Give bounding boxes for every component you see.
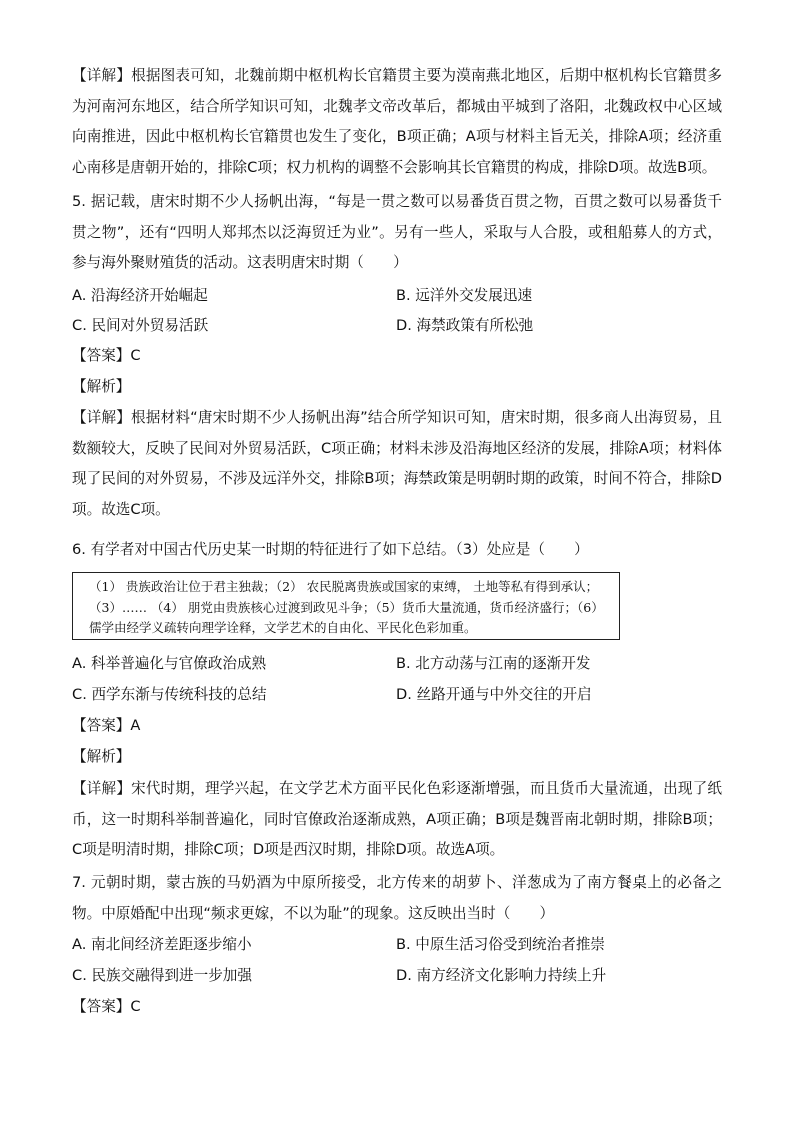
q5-detail-paragraph: 【详解】根据材料“唐宋时期不少人扬帆出海”结合所学知识可知，唐宋时期，很多商人出海贸易，且数额较大，反映了民间对外贸易活跃，C项正确；材料未涉及沿海地区经济的发展，排除A项；材料体现了民间的对外贸易，不涉及远洋外交，排除B项；海禁政策是明朝时期的政策，时间不符合，排除D项。故选C项。 (72, 409, 722, 518)
q6-option-b: B. 北方动荡与江南的逐渐开发 (396, 655, 591, 672)
q5-option-c: C. 民间对外贸易活跃 (72, 317, 209, 334)
q6-option-c: C. 西学东渐与传统科技的总结 (72, 686, 267, 703)
q5-answer: 【答案】C (72, 347, 141, 364)
q4-detail-paragraph: 【详解】根据图表可知，北魏前期中枢机构长官籍贯主要为漠南燕北地区，后期中枢机构长官籍贯多为河南河东地区，结合所学知识可知，北魏孝文帝改革后，都城由平城到了洛阳，北魏政权中心区域向南推进，因此中枢机构长官籍贯也发生了变化，B项正确；A项与材料主旨无关，排除A项；经济重心南移是唐朝开始的，排除C项；权力机构的调整不会影响其长官籍贯的构成，排除D项。故选B项。 (72, 67, 722, 176)
q6-material-line-3: 儒学由经学义疏转向理学诠释，文学艺术的自由化、平民化色彩加重。 (89, 620, 477, 635)
question-7-options-row-1 (72, 930, 722, 960)
q6-detail-paragraph: 【详解】宋代时期，理学兴起，在文学艺术方面平民化色彩逐渐增强，而且货币大量流通，出现了纸币，这一时期科举制普遍化，同时官僚政治逐渐成熟，A项正确；B项是魏晋南北朝时期，排除B项；C项是明清时期，排除C项；D项是西汉时期，排除D项。故选A项。 (72, 780, 722, 859)
q6-material-line-2: （3）…… （4） 朋党由贵族核心过渡到政见斗争；（5）货币大量流通，货币经济盛行；（6） (89, 599, 604, 615)
q6-option-d: D. 丝路开通与中外交往的开启 (396, 686, 592, 703)
question-6-options-row-2 (72, 680, 722, 710)
question-5-stem: 5. 据记载，唐宋时期不少人扬帆出海，“每是一贯之数可以易番货百贯之物，百贯之数可以易番货千贯之物”，还有“四明人郑邦杰以泛海贸迁为业”。另有一些人，采取与人合股，或租船募人的方式，参与海外聚财殖货的活动。这表明唐宋时期（ ） (72, 193, 722, 272)
q7-option-b: B. 中原生活习俗受到统治者推崇 (396, 936, 606, 953)
question-5-options-row-1 (72, 281, 722, 311)
question-7-options-row-2 (72, 961, 722, 991)
q7-option-c: C. 民族交融得到进一步加强 (72, 967, 253, 984)
q7-option-d: D. 南方经济文化影响力持续上升 (396, 967, 607, 984)
q5-analysis-label: 【解析】 (72, 378, 131, 395)
q6-option-a: A. 科举普遍化与官僚政治成熟 (72, 655, 267, 672)
q7-option-a: A. 南北间经济差距逐步缩小 (72, 936, 252, 953)
question-5-options-row-2 (72, 311, 722, 341)
q6-answer: 【答案】A (72, 717, 141, 734)
q5-option-d: D. 海禁政策有所松弛 (396, 317, 534, 334)
q5-option-a: A. 沿海经济开始崛起 (72, 287, 208, 304)
question-6-stem: 6. 有学者对中国古代历史某一时期的特征进行了如下总结。（3）处应是（ ） (72, 541, 589, 558)
question-6-options-row-1 (72, 649, 722, 679)
q7-answer: 【答案】C (72, 998, 141, 1015)
q5-option-b: B. 远洋外交发展迅速 (396, 287, 533, 304)
q6-material-box (72, 572, 620, 640)
q6-analysis-label: 【解析】 (72, 748, 131, 765)
question-7-stem: 7. 元朝时期，蒙古族的马奶酒为中原所接受，北方传来的胡萝卜、洋葱成为了南方餐桌上的必备之物。中原婚配中出现“频求更嫁，不以为耻”的现象。这反映出当时（ ） (72, 874, 722, 922)
q6-material-line-1: （1） 贵族政治让位于君主独裁；（2） 农民脱离贵族或国家的束缚， 土地等私有得到承认； (89, 579, 599, 594)
